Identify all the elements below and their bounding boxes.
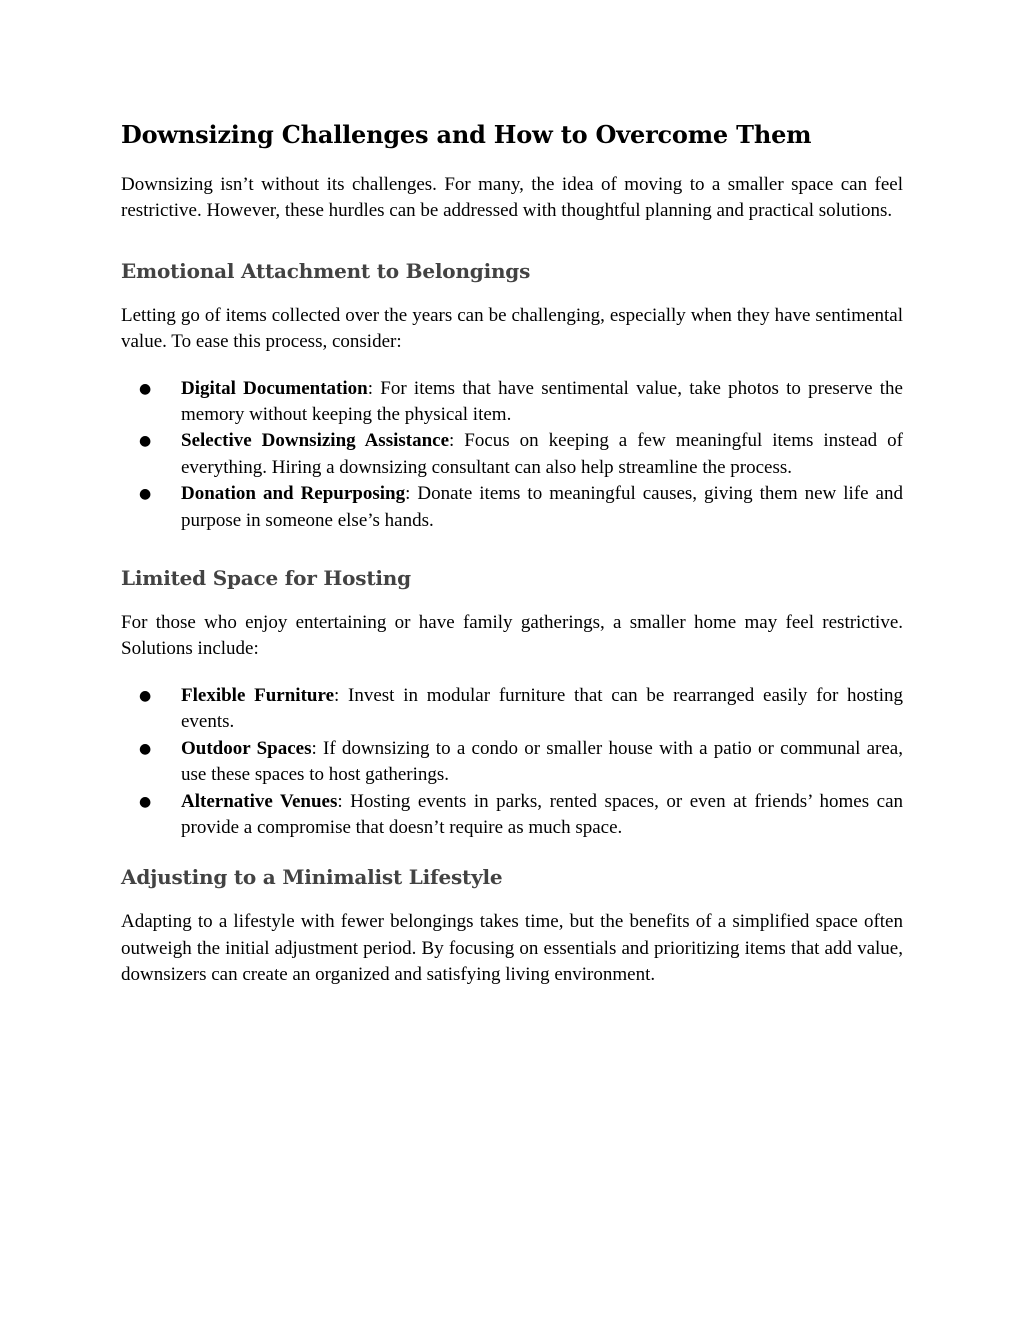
list-item (181, 428, 903, 481)
list-item (181, 481, 903, 534)
list-item-term: Flexible Furniture (181, 684, 334, 706)
intro-paragraph: Downsizing isn’t without its challenges. For many, the idea of moving to a smaller space can feel restrictive. However, these hurdles can be addressed with thoughtful planning and practical solutions. (121, 174, 903, 222)
list-item-text: : If downsizing to a condo or smaller house with a patio or communal area, use these spaces to host gatherings. (181, 737, 903, 786)
section-lead-emotional-attachment: Letting go of items collected over the years can be challenging, especially when they have sentimental value. To ease this process, consider: (121, 304, 903, 353)
list-item-term: Digital Documentation (181, 377, 368, 399)
list-item-text: : Hosting events in parks, rented spaces, or even at friends’ homes can provide a compromise that doesn’t require as much space. (181, 790, 903, 838)
list-item (181, 789, 903, 842)
list-item (181, 736, 903, 789)
section-heading-emotional-attachment: Emotional Attachment to Belongings (121, 258, 531, 283)
list-item-term: Selective Downsizing Assistance (181, 430, 450, 452)
document-page (121, 118, 903, 989)
list-item-text: : Focus on keeping a few meaningful items instead of everything. Hiring a downsizing consultant can also help streamline the process. (181, 430, 903, 478)
section-lead-limited-space: For those who enjoy entertaining or have family gatherings, a smaller home may feel restrictive. Solutions include: (121, 612, 903, 660)
section-body-minimalist-lifestyle: Adapting to a lifestyle with fewer belongings takes time, but the benefits of a simplified space often outweigh the initial adjustment period. By focusing on essentials and prioritizing items that add value, downsizers can create an organized and satisfying living environment. (121, 911, 903, 986)
bullet-list-emotional-attachment (121, 376, 903, 534)
bullet-list-limited-space (121, 683, 903, 841)
section-heading-limited-space: Limited Space for Hosting (121, 566, 411, 591)
document-title: Downsizing Challenges and How to Overcome Them (121, 120, 812, 149)
list-item-text: : Invest in modular furniture that can be rearranged easily for hosting events. (181, 684, 903, 733)
list-item-text: : Donate items to meaningful causes, giving them new life and purpose in someone else’s hands. (181, 483, 903, 531)
section-heading-minimalist-lifestyle: Adjusting to a Minimalist Lifestyle (121, 865, 503, 890)
list-item-term: Outdoor Spaces (181, 737, 312, 759)
list-item-term: Alternative Venues (181, 790, 338, 812)
list-item-term: Donation and Repurposing (181, 483, 406, 505)
list-item (181, 376, 903, 429)
list-item-text: : For items that have sentimental value, take photos to preserve the memory without keeping the physical item. (181, 377, 903, 426)
list-item (181, 683, 903, 736)
